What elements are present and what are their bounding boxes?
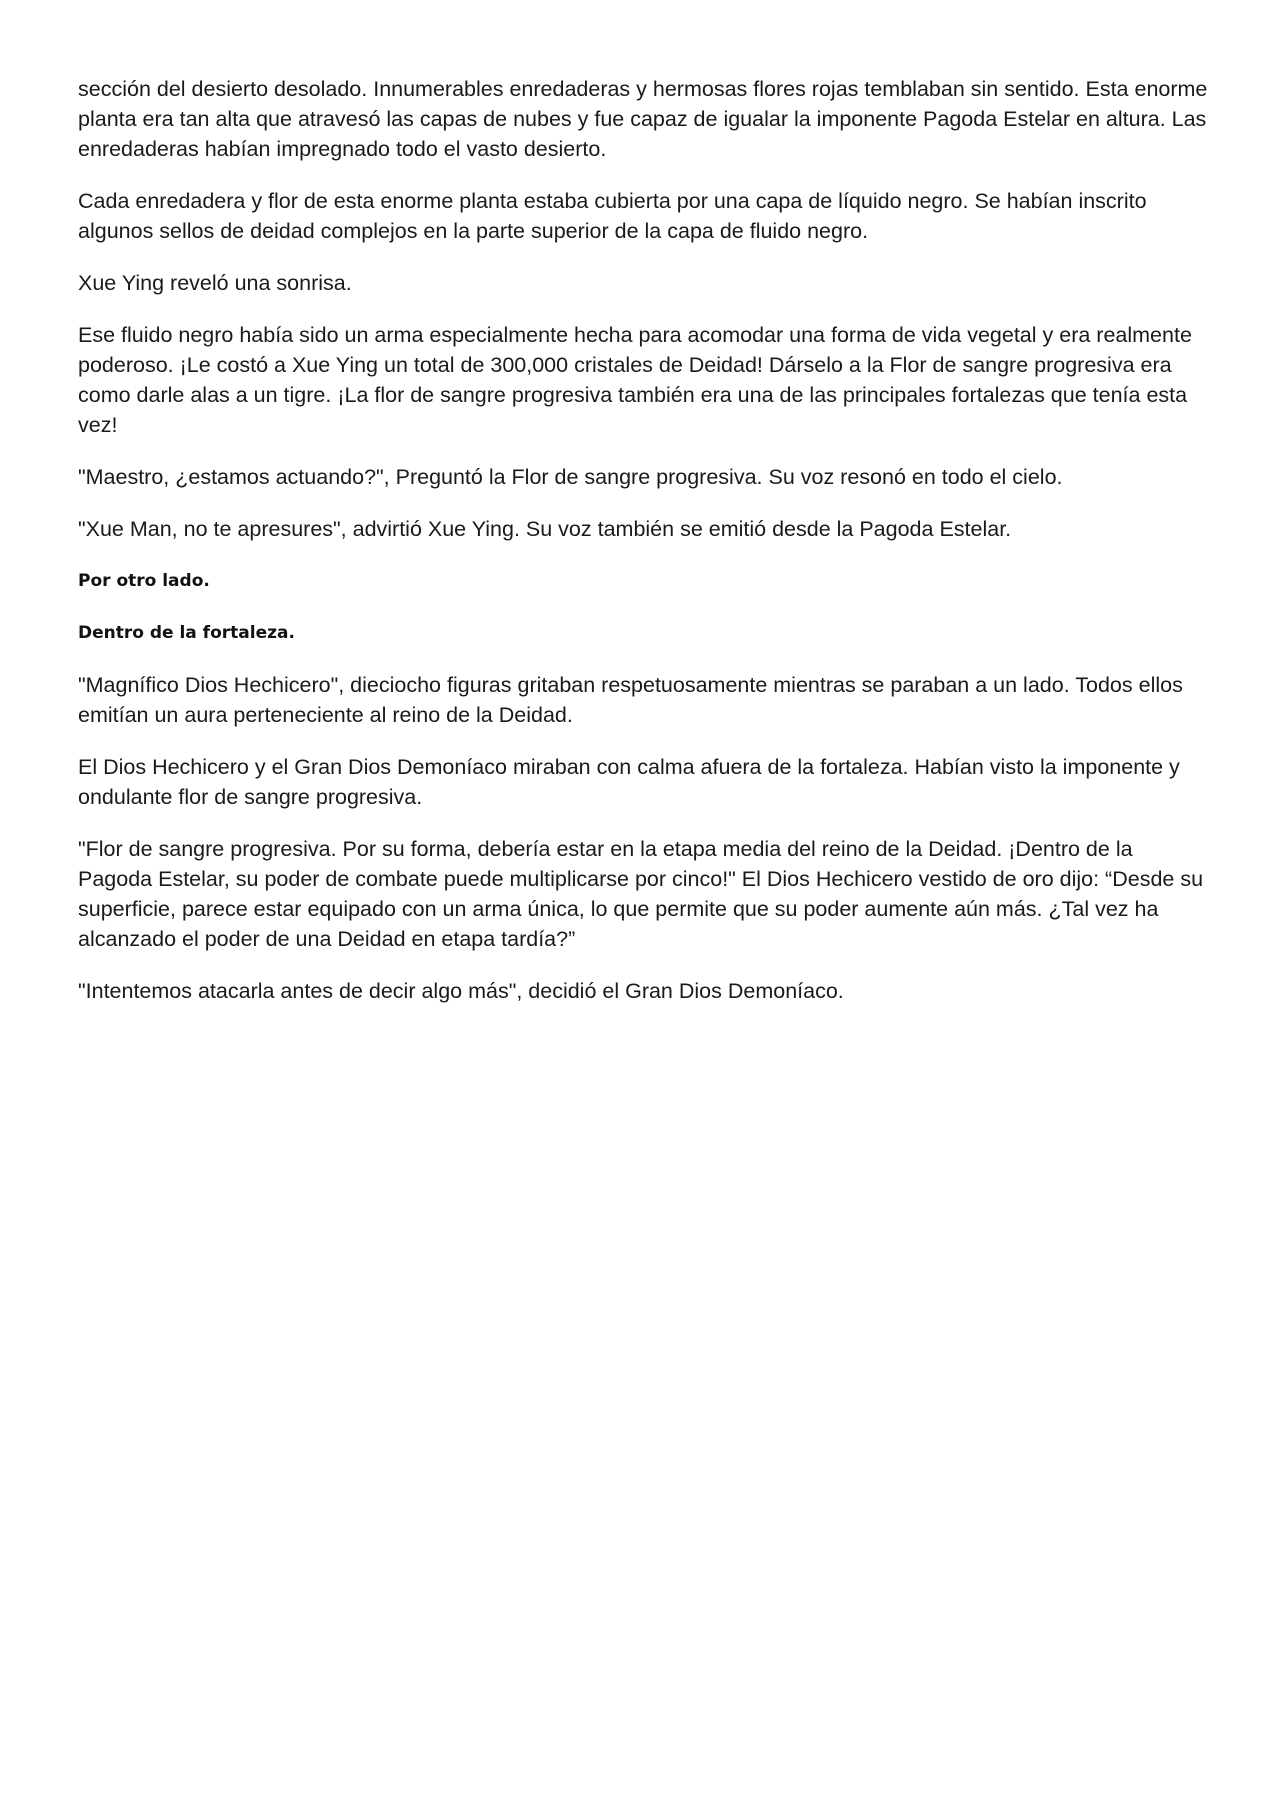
paragraph-2: Cada enredadera y flor de esta enorme planta estaba cubierta por una capa de líquido negro. Se habían inscrito algunos sellos de deidad complejos en la parte superior de la capa de fluido negro. <box>78 189 1147 243</box>
section-heading-por-otro-lado: Por otro lado. <box>78 571 210 591</box>
paragraph-9: "Flor de sangre progresiva. Por su forma, debería estar en la etapa media del reino de la Deidad. ¡Dentro de la Pagoda Estelar, su poder de combate puede multiplicarse por cinco!" El Dios Hechicero vestido de oro dijo: “Desde su superficie, parece estar equipado con un arma única, lo que permite que su poder aumente aún más. ¿Tal vez ha alcanzado el poder de una Deidad en etapa tardía?” <box>78 837 1204 951</box>
paragraph-4: Ese fluido negro había sido un arma especialmente hecha para acomodar una forma de vida vegetal y era realmente poderoso. ¡Le costó a Xue Ying un total de 300,000 cristales de Deidad! Dárselo a la Flor de sangre progresiva era como darle alas a un tigre. ¡La flor de sangre progresiva también era una de las principales fortalezas que tenía esta vez! <box>78 323 1192 437</box>
paragraph-3: Xue Ying reveló una sonrisa. <box>78 271 352 295</box>
paragraph-5: "Maestro, ¿estamos actuando?", Preguntó la Flor de sangre progresiva. Su voz resonó en todo el cielo. <box>78 465 1063 489</box>
document-body <box>78 74 1208 1028</box>
paragraph-8: El Dios Hechicero y el Gran Dios Demoníaco miraban con calma afuera de la fortaleza. Habían visto la imponente y ondulante flor de sangre progresiva. <box>78 755 1180 809</box>
paragraph-1: sección del desierto desolado. Innumerables enredaderas y hermosas flores rojas temblaban sin sentido. Esta enorme planta era tan alta que atravesó las capas de nubes y fue capaz de igualar la imponente Pagoda Estelar en altura. Las enredaderas habían impregnado todo el vasto desierto. <box>78 77 1208 161</box>
paragraph-7: "Magnífico Dios Hechicero", dieciocho figuras gritaban respetuosamente mientras se paraban a un lado. Todos ellos emitían un aura perteneciente al reino de la Deidad. <box>78 673 1183 727</box>
paragraph-10: "Intentemos atacarla antes de decir algo más", decidió el Gran Dios Demoníaco. <box>78 979 844 1003</box>
paragraph-6: "Xue Man, no te apresures", advirtió Xue Ying. Su voz también se emitió desde la Pagoda Estelar. <box>78 517 1012 541</box>
section-heading-dentro-de-la-fortaleza: Dentro de la fortaleza. <box>78 623 295 643</box>
